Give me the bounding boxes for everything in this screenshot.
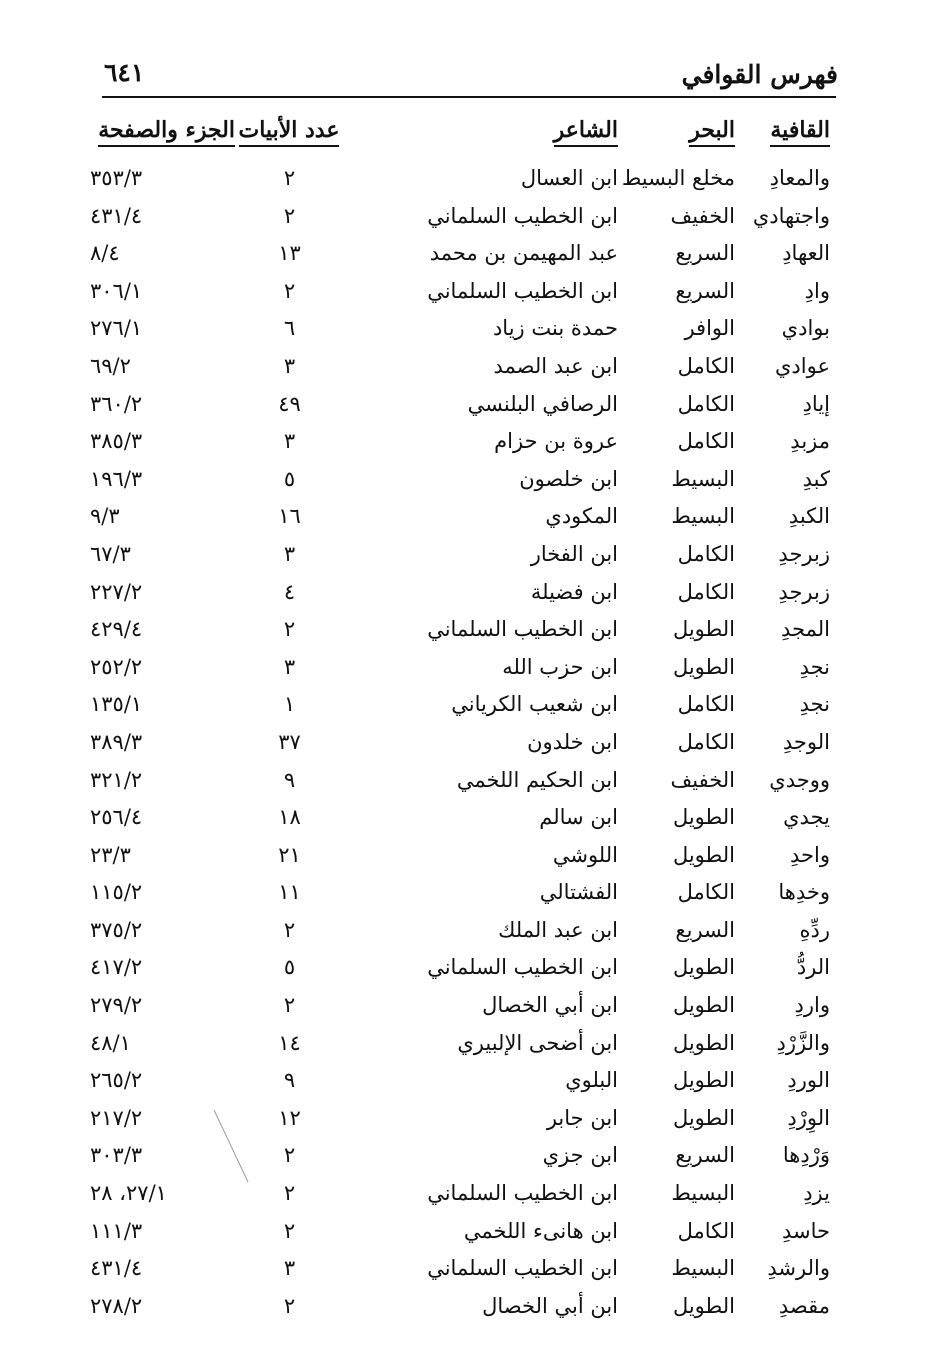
volume-page-cell: ٢٧٦/١ [90, 316, 143, 341]
meter-cell: الطويل [672, 1293, 735, 1318]
table-row [90, 686, 840, 724]
meter-cell: البسيط [671, 466, 735, 491]
rhyme-cell: وَرْدِها [782, 1143, 830, 1168]
table-row [90, 762, 840, 800]
table-row [90, 235, 840, 273]
volume-page-cell: ٤٣١/٤ [90, 1256, 143, 1281]
poet-cell: ابن جابر [546, 1105, 618, 1130]
rhyme-cell: الوِرْدِ [787, 1105, 830, 1130]
rhyme-cell: زبرجدِ [778, 579, 830, 604]
header-rule [102, 96, 836, 98]
column-header-poet [348, 110, 618, 150]
poet-cell: عروة بن حزام [494, 429, 618, 454]
table-row [90, 310, 840, 348]
meter-cell: الطويل [672, 1068, 735, 1093]
meter-cell: السريع [675, 1143, 735, 1168]
poet-cell: ابن الخطيب السلماني [427, 955, 618, 980]
volume-page-cell: ٤٨/١ [90, 1030, 131, 1055]
rhyme-cell: نجدِ [799, 654, 830, 679]
meter-cell: الكامل [677, 692, 735, 717]
poet-cell: ابن أبي الخصال [482, 1293, 618, 1318]
volume-page-cell: ٣٢١/٢ [90, 767, 143, 792]
table-row [90, 273, 840, 311]
table-row [90, 1288, 840, 1326]
verse-count-cell: ٢ [283, 278, 296, 303]
rhyme-cell: عوادي [774, 353, 830, 378]
volume-page-cell: ٩/٣ [90, 504, 120, 529]
meter-cell: مخلع البسيط [621, 166, 735, 190]
table-row [90, 1062, 840, 1100]
verse-count-cell: ٣ [283, 429, 296, 454]
poet-cell: ابن خلدون [527, 729, 618, 754]
meter-cell: البسيط [671, 1256, 735, 1281]
table-row [90, 1213, 840, 1251]
verse-count-cell: ٣ [283, 654, 296, 679]
poet-cell: البلوي [565, 1068, 618, 1093]
verse-count-cell: ٥ [283, 466, 296, 491]
volume-page-cell: ٢٧/١، ٢٨ [90, 1181, 167, 1206]
volume-page-cell: ٢٣/٣ [90, 842, 131, 867]
poet-cell: ابن الخطيب السلماني [427, 203, 618, 228]
volume-page-cell: ٢٥٦/٤ [90, 805, 143, 830]
rhyme-cell: الردُّ [796, 955, 830, 980]
meter-cell: السريع [675, 278, 735, 303]
column-header-verse-count [236, 110, 342, 150]
verse-count-cell: ١١ [278, 880, 301, 905]
column-header-meter [605, 110, 735, 150]
meter-cell: الطويل [672, 955, 735, 980]
verse-count-cell: ٢ [283, 1218, 296, 1243]
table-row [90, 987, 840, 1025]
page-number: ٦٤١ [104, 58, 145, 87]
meter-cell: الكامل [677, 541, 735, 566]
column-header-volume-page [100, 110, 235, 150]
rhyme-cell: زبرجدِ [778, 541, 830, 566]
volume-page-cell: ١٣٥/١ [90, 692, 143, 717]
verse-count-cell: ٢ [283, 1181, 296, 1206]
meter-cell: الطويل [672, 1030, 735, 1055]
meter-cell: الطويل [672, 805, 735, 830]
volume-page-cell: ٣٨٩/٣ [90, 729, 143, 754]
verse-count-cell: ١٢ [278, 1105, 301, 1130]
rhyme-cell: بوادي [781, 316, 830, 341]
volume-page-cell: ٤١٧/٢ [90, 955, 143, 980]
poet-cell: ابن الخطيب السلماني [427, 278, 618, 303]
poet-cell: ابن الفخار [530, 541, 618, 566]
verse-count-cell: ٢١ [278, 842, 301, 867]
running-title: فهرس القوافي [681, 60, 838, 89]
poet-cell: ابن خلصون [519, 466, 618, 491]
meter-cell: الخفيف [670, 203, 735, 228]
table-row [90, 611, 840, 649]
rhyme-cell: والمعادِ [769, 166, 830, 190]
column-header-rhyme [735, 110, 830, 150]
verse-count-cell: ٤٩ [278, 391, 301, 416]
meter-cell: الطويل [672, 993, 735, 1018]
column-header-meter-label: البحر [689, 117, 735, 147]
volume-page-cell: ٢٧٩/٢ [90, 993, 143, 1018]
poet-cell: عبد المهيمن بن محمد [429, 241, 618, 266]
volume-page-cell: ٨/٤ [90, 241, 120, 266]
volume-page-cell: ٣٠٦/١ [90, 278, 143, 303]
rhyme-cell: واردِ [794, 993, 830, 1018]
volume-page-cell: ٣٧٥/٢ [90, 917, 143, 942]
rhyme-cell: مقصدِ [778, 1293, 830, 1318]
rhyme-cell: يزدِ [803, 1181, 830, 1206]
rhyme-cell: مزبدِ [790, 429, 830, 454]
column-header-verse-count-label: عدد الأبيات [239, 117, 340, 147]
rhyme-cell: نجدِ [799, 692, 830, 717]
meter-cell: البسيط [671, 504, 735, 529]
rhyme-cell: الوردِ [787, 1068, 830, 1093]
verse-count-cell: ٤ [283, 579, 296, 604]
column-header-poet-label: الشاعر [554, 117, 618, 147]
verse-count-cell: ٦ [283, 316, 296, 341]
verse-count-cell: ٣ [283, 353, 296, 378]
poet-cell: ابن أضحى الإلبيري [457, 1030, 618, 1055]
table-row [90, 912, 840, 950]
poet-cell: ابن شعيب الكرياني [451, 692, 618, 717]
rhyme-cell: ردِّهِ [799, 917, 830, 942]
table-row [90, 348, 840, 386]
volume-page-cell: ٢٦٥/٢ [90, 1068, 143, 1093]
meter-cell: الوافر [684, 316, 735, 341]
verse-count-cell: ٣ [283, 1256, 296, 1281]
meter-cell: الكامل [677, 579, 735, 604]
table-row [90, 724, 840, 762]
poet-cell: ابن عبد الملك [498, 917, 618, 942]
rhyme-cell: يجدي [783, 805, 830, 830]
verse-count-cell: ٢ [283, 166, 296, 190]
meter-cell: الطويل [672, 842, 735, 867]
rhyme-cell: والرشدِ [767, 1256, 830, 1281]
table-row [90, 799, 840, 837]
table-row [90, 386, 840, 424]
table-header-row [100, 110, 840, 152]
meter-cell: الطويل [672, 654, 735, 679]
meter-cell: الكامل [677, 880, 735, 905]
volume-page-cell: ٢٥٢/٢ [90, 654, 143, 679]
poet-cell: ابن العسال [520, 166, 618, 190]
rhyme-cell: الكبدِ [788, 504, 830, 529]
volume-page-cell: ٦٧/٣ [90, 541, 131, 566]
rhyme-cell: إيادِ [802, 391, 830, 416]
verse-count-cell: ٢ [283, 617, 296, 642]
rhyme-cell: ووجدي [769, 767, 830, 792]
poet-cell: ابن الخطيب السلماني [427, 617, 618, 642]
volume-page-cell: ٣٦٠/٢ [90, 391, 143, 416]
rhyme-cell: واحدِ [790, 842, 830, 867]
volume-page-cell: ١٩٦/٣ [90, 466, 143, 491]
volume-page-cell: ٢١٧/٢ [90, 1105, 143, 1130]
meter-cell: الكامل [677, 729, 735, 754]
meter-cell: السريع [675, 241, 735, 266]
table-row [90, 198, 840, 236]
poet-cell: الفشتالي [539, 880, 618, 905]
meter-cell: الخفيف [670, 767, 735, 792]
volume-page-cell: ٣٨٥/٣ [90, 429, 143, 454]
poet-cell: حمدة بنت زياد [492, 316, 618, 341]
poet-cell: ابن الحكيم اللخمي [456, 767, 618, 792]
rhyme-cell: المجدِ [781, 617, 830, 642]
verse-count-cell: ١٦ [278, 504, 301, 529]
rhyme-cell: حاسدِ [782, 1218, 830, 1243]
table-row [90, 949, 840, 987]
verse-count-cell: ٥ [283, 955, 296, 980]
volume-page-cell: ٤٢٩/٤ [90, 617, 143, 642]
volume-page-cell: ١١١/٣ [90, 1218, 143, 1243]
table-row [90, 160, 840, 198]
rhyme-cell: وخدِها [778, 880, 830, 905]
table-row [90, 874, 840, 912]
table-row [90, 1250, 840, 1288]
verse-count-cell: ١٨ [278, 805, 301, 830]
column-header-rhyme-label: القافية [770, 117, 830, 147]
verse-count-cell: ٢ [283, 1293, 296, 1318]
verse-count-cell: ٣٧ [278, 729, 301, 754]
meter-cell: الطويل [672, 617, 735, 642]
poet-cell: اللوشي [552, 842, 618, 867]
meter-cell: الكامل [677, 391, 735, 416]
verse-count-cell: ٢ [283, 1143, 296, 1168]
verse-count-cell: ١ [283, 692, 296, 717]
volume-page-cell: ٣٥٣/٣ [90, 166, 143, 190]
table-row [90, 649, 840, 687]
volume-page-cell: ٣٠٣/٣ [90, 1143, 143, 1168]
volume-page-cell: ١١٥/٢ [90, 880, 143, 905]
volume-page-cell: ٤٣١/٤ [90, 203, 143, 228]
table-row [90, 837, 840, 875]
poet-cell: ابن الخطيب السلماني [427, 1181, 618, 1206]
rhyme-cell: والزَّرْدِ [776, 1030, 830, 1055]
rhyme-cell: واجتهادي [752, 203, 830, 228]
verse-count-cell: ٣ [283, 541, 296, 566]
verse-count-cell: ٢ [283, 993, 296, 1018]
table-row [90, 498, 840, 536]
poet-cell: ابن جزي [542, 1143, 618, 1168]
table-row [90, 1025, 840, 1063]
rhyme-cell: كبدِ [802, 466, 830, 491]
verse-count-cell: ١٣ [278, 241, 301, 266]
pencil-mark [208, 1106, 254, 1186]
verse-count-cell: ٢ [283, 203, 296, 228]
column-header-volume-page-label: الجزء والصفحة [98, 117, 235, 147]
volume-page-cell: ٦٩/٢ [90, 353, 131, 378]
poet-cell: ابن سالم [539, 805, 618, 830]
meter-cell: الكامل [677, 429, 735, 454]
rhyme-cell: العهادِ [782, 241, 830, 266]
meter-cell: السريع [675, 917, 735, 942]
rhyme-cell: وادِ [804, 278, 830, 303]
poet-cell: ابن حزب الله [502, 654, 618, 679]
verse-count-cell: ٩ [283, 1068, 296, 1093]
rhyme-cell: الوجدِ [782, 729, 830, 754]
verse-count-cell: ٢ [283, 917, 296, 942]
volume-page-cell: ٢٧٨/٢ [90, 1293, 143, 1318]
poet-cell: ابن فضيلة [530, 579, 618, 604]
volume-page-cell: ٢٢٧/٢ [90, 579, 143, 604]
poet-cell: ابن أبي الخصال [482, 993, 618, 1018]
table-row [90, 536, 840, 574]
table-row [90, 574, 840, 612]
meter-cell: البسيط [671, 1181, 735, 1206]
meter-cell: الكامل [677, 1218, 735, 1243]
poet-cell: ابن هانىء اللخمي [463, 1218, 618, 1243]
table-row [90, 461, 840, 499]
poet-cell: ابن الخطيب السلماني [427, 1256, 618, 1281]
verse-count-cell: ١٤ [278, 1030, 301, 1055]
verse-count-cell: ٩ [283, 767, 296, 792]
table-row [90, 423, 840, 461]
poet-cell: المكودي [545, 504, 618, 529]
poet-cell: ابن عبد الصمد [493, 353, 618, 378]
meter-cell: الكامل [677, 353, 735, 378]
poet-cell: الرصافي البلنسي [467, 391, 618, 416]
meter-cell: الطويل [672, 1105, 735, 1130]
